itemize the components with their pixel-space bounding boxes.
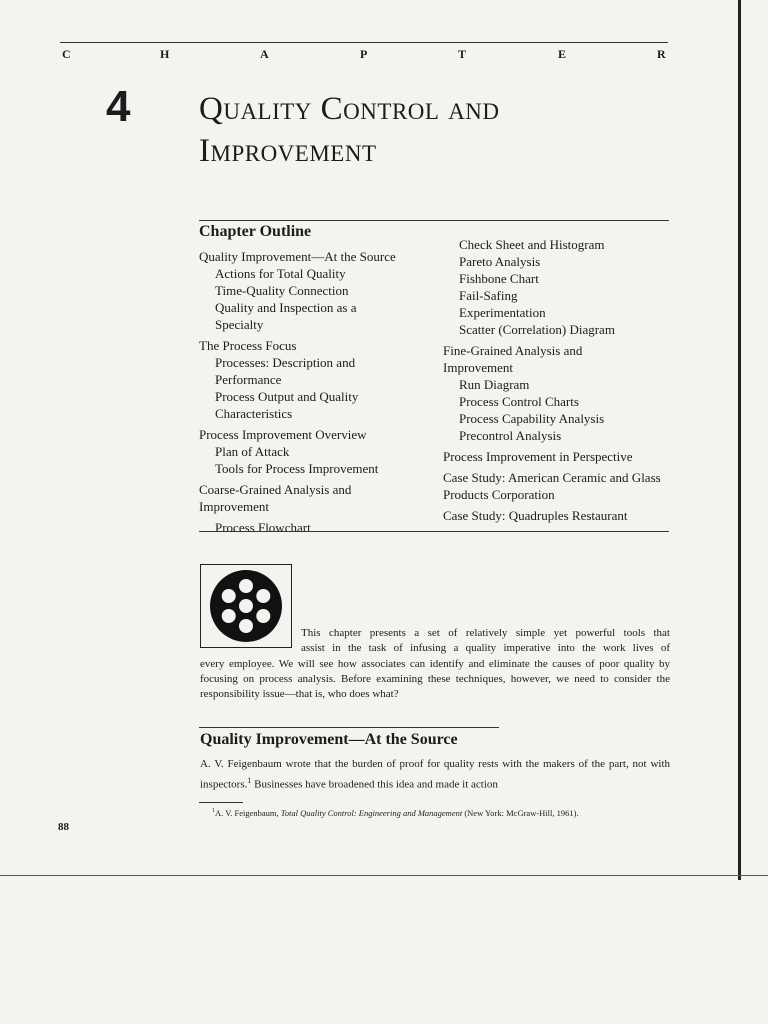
outline-column-left bbox=[199, 248, 431, 536]
outline-item: Process Improvement in Perspective bbox=[443, 449, 633, 464]
outline-item: Actions for Total Quality bbox=[215, 266, 346, 281]
outline-item: Coarse-Grained Analysis and Improvement bbox=[199, 482, 352, 514]
footnote-rule bbox=[199, 802, 243, 803]
chapter-title-line: Improvement bbox=[199, 133, 377, 169]
outline-item: Process Output and Quality Characteristics bbox=[215, 389, 359, 421]
outline-item: Quality and Inspection as a Specialty bbox=[215, 300, 357, 332]
chapter-banner bbox=[60, 42, 668, 67]
outline-item: Plan of Attack bbox=[215, 444, 290, 459]
footnote-author: A. V. Feigenbaum, bbox=[215, 808, 281, 818]
footnote-book-title: Total Quality Control: Engineering and Management bbox=[280, 808, 463, 818]
banner-letter: E bbox=[558, 47, 568, 61]
intro-paragraph bbox=[200, 626, 670, 702]
footnote-reference: 1 bbox=[247, 775, 252, 785]
outline-item: Process Flowchart bbox=[215, 520, 311, 535]
outline-item: Process Capability Analysis bbox=[459, 411, 605, 426]
outline-item: Processes: Description and Performance bbox=[215, 355, 356, 387]
outline-item: Pareto Analysis bbox=[459, 254, 541, 269]
outline-item: Process Improvement Overview bbox=[199, 427, 367, 442]
footnote bbox=[212, 808, 670, 818]
outline-item: Fail-Safing bbox=[459, 288, 518, 303]
outline-column-right bbox=[443, 236, 669, 524]
chapter-title-line: Quality Control and bbox=[199, 91, 500, 127]
outline-top-rule bbox=[199, 220, 669, 221]
body-text: A. V. Feigenbaum wrote that the burden of proof for quality rests with the makers of the part, not with inspectors. bbox=[200, 758, 670, 791]
outline-item: Time-Quality Connection bbox=[215, 283, 349, 298]
page-number: 88 bbox=[58, 821, 69, 833]
section-body bbox=[200, 757, 670, 793]
section-rule bbox=[199, 727, 499, 728]
outline-item: Experimentation bbox=[459, 305, 546, 320]
outline-item: Case Study: American Ceramic and Glass Products Corporation bbox=[443, 470, 661, 502]
banner-letter: T bbox=[458, 47, 468, 61]
outline-item: Fishbone Chart bbox=[459, 271, 539, 286]
outline-item: Check Sheet and Histogram bbox=[459, 237, 605, 252]
outline-item: Scatter (Correlation) Diagram bbox=[459, 322, 615, 337]
outline-bottom-rule bbox=[199, 531, 669, 532]
banner-letter: A bbox=[260, 47, 270, 61]
outline-item: Process Control Charts bbox=[459, 394, 579, 409]
intro-text: every employee. We will see how associates can identify and eliminate the causes of poor quality by focusing on process analysis. Before examining these techniques, however, we need to consider the responsibility issue—that is, who does what? bbox=[200, 657, 670, 701]
outline-item: Case Study: Quadruples Restaurant bbox=[443, 508, 628, 523]
footnote-marker: 1 bbox=[212, 808, 215, 815]
page-bottom-edge bbox=[0, 875, 768, 876]
outline-item: The Process Focus bbox=[199, 338, 297, 353]
banner-letter: R bbox=[657, 47, 667, 61]
chapter-number: 4 bbox=[106, 82, 131, 131]
banner-letter: C bbox=[62, 47, 72, 61]
outline-item: Precontrol Analysis bbox=[459, 428, 562, 443]
banner-letter: P bbox=[360, 47, 369, 61]
outline-item: Run Diagram bbox=[459, 377, 530, 392]
footnote-publisher: (New York: McGraw-Hill, 1961). bbox=[462, 808, 579, 818]
outline-item: Fine-Grained Analysis and Improvement bbox=[443, 343, 583, 375]
page-right-edge bbox=[738, 0, 741, 880]
intro-line: This chapter presents a set of relatively simple yet powerful tools that bbox=[301, 627, 670, 639]
intro-line: assist in the task of infusing a quality imperative into the work lives of bbox=[301, 642, 670, 655]
section-heading: Quality Improvement—At the Source bbox=[200, 731, 458, 748]
outline-item: Quality Improvement—At the Source bbox=[199, 249, 396, 264]
outline-heading: Chapter Outline bbox=[199, 223, 312, 240]
banner-letter: H bbox=[160, 47, 171, 61]
body-text: Businesses have broadened this idea and made it action bbox=[251, 778, 498, 791]
chapter-title bbox=[199, 88, 659, 172]
outline-item: Tools for Process Improvement bbox=[215, 461, 379, 476]
